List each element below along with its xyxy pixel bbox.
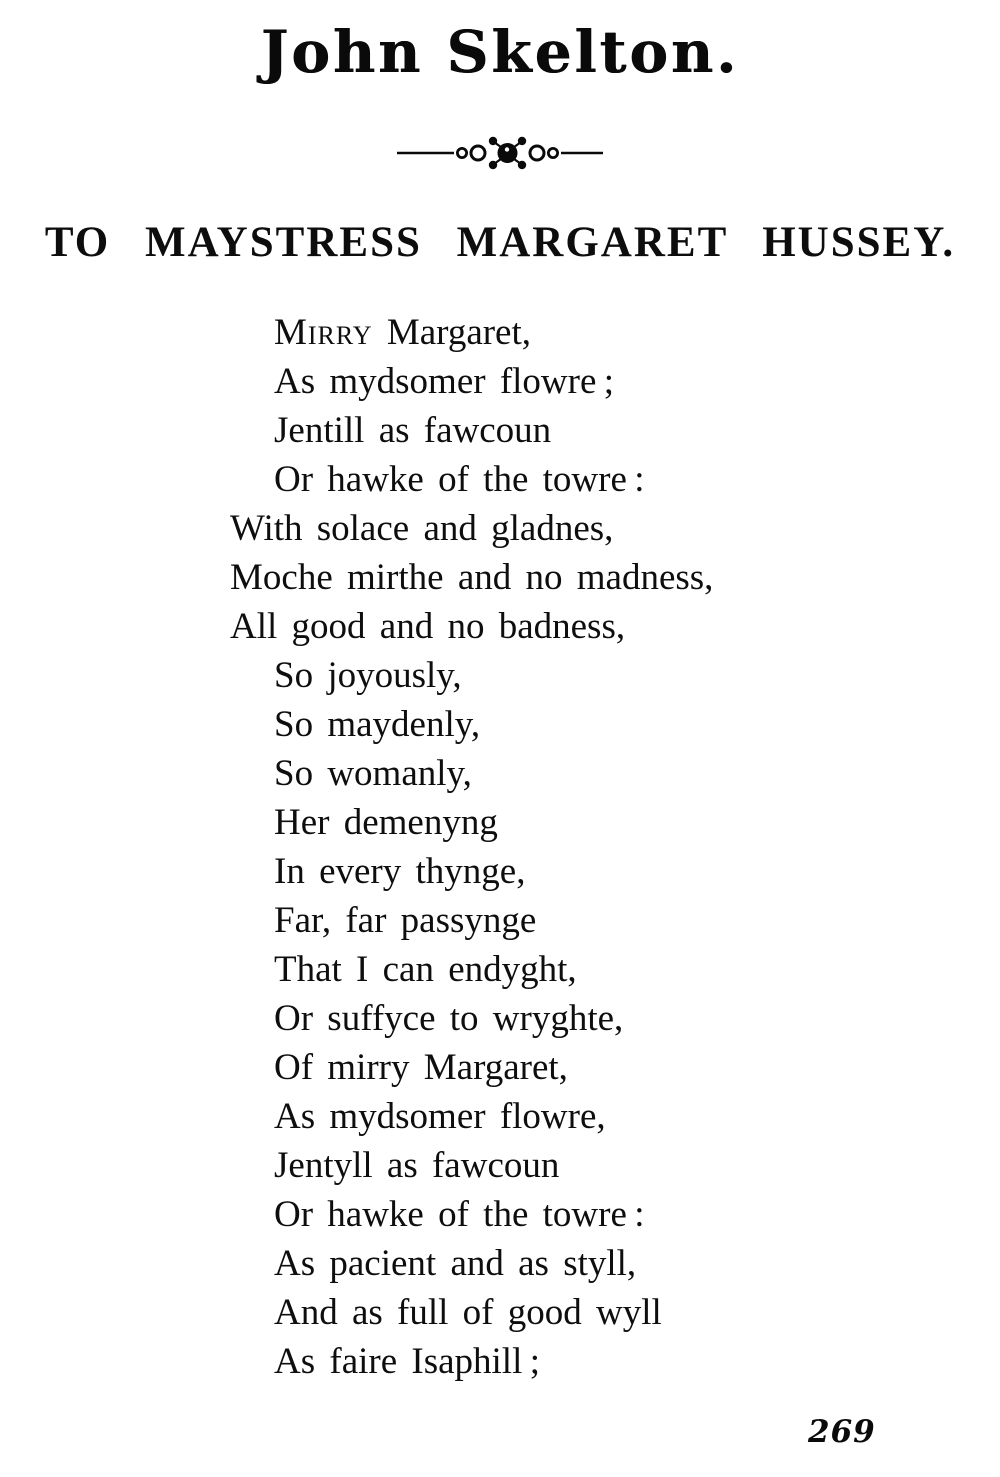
poem-line: With solace and gladnes, — [230, 508, 614, 549]
poem-line: Far, far passynge — [274, 900, 537, 941]
poem-line: Jentill as fawcoun — [274, 410, 552, 451]
poem-title: TO MAYSTRESS MARGARET HUSSEY. — [44, 219, 956, 266]
poem — [230, 308, 713, 1386]
poem-line: Of mirry Margaret, — [274, 1047, 568, 1088]
poem-line: As mydsomer flowre ; — [274, 361, 615, 402]
section-divider — [0, 132, 1000, 177]
poem-line: And as full of good wyll — [274, 1292, 662, 1333]
poem-line-smallcaps-lead: Mirry — [274, 312, 373, 353]
page-number: 269 — [808, 1414, 876, 1450]
poem-line: Mirry Margaret, — [274, 312, 532, 353]
poem-line: As faire Isaphill ; — [274, 1341, 541, 1382]
poem-line: So joyously, — [274, 655, 462, 696]
poem-line: Jentyll as fawcoun — [274, 1145, 560, 1186]
poem-line: As pacient and as styll, — [274, 1243, 637, 1284]
poem-line: Moche mirthe and no madness, — [230, 557, 714, 598]
poem-line: All good and no badness, — [230, 606, 626, 647]
poem-line: Or hawke of the towre : — [274, 1194, 645, 1235]
poem-line: Or hawke of the towre : — [274, 459, 645, 500]
running-head-author: John Skelton. — [260, 18, 740, 86]
rosette-rule-ornament-icon — [395, 132, 605, 172]
poem-line: That I can endyght, — [274, 949, 577, 990]
poem-line: So womanly, — [274, 753, 472, 794]
poem-line: In every thynge, — [274, 851, 526, 892]
poem-line: Or suffyce to wryghte, — [274, 998, 624, 1039]
poem-line: So maydenly, — [274, 704, 481, 745]
poem-line: Her demenyng — [274, 802, 498, 843]
poem-line: As mydsomer flowre, — [274, 1096, 606, 1137]
